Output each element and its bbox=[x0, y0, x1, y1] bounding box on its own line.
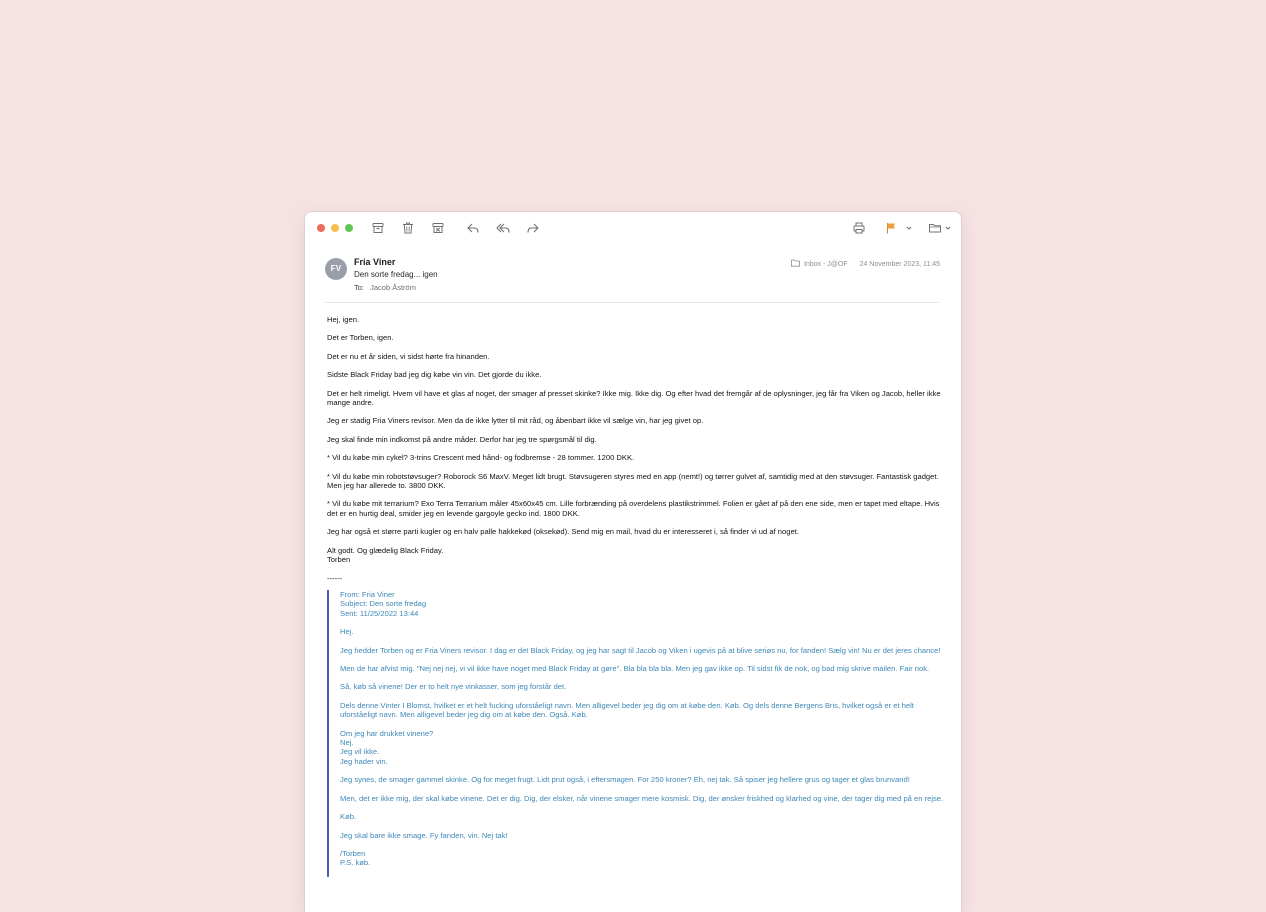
quoted-paragraph bbox=[340, 849, 947, 868]
body-paragraph: Det er Torben, igen. bbox=[327, 333, 947, 342]
reply-all-icon[interactable] bbox=[496, 221, 510, 235]
quoted-message bbox=[327, 590, 947, 877]
sign-off bbox=[327, 546, 947, 565]
body-paragraph: Hej, igen. bbox=[327, 315, 947, 324]
body-paragraph: * Vil du købe min cykel? 3-trins Crescent med hånd- og fodbremse - 28 tommer. 1200 DKK. bbox=[327, 453, 947, 462]
body-paragraph: Det er helt rimeligt. Hvem vil have et glas af noget, der smager af presset skinke? Ikke mig. Ikke dig. Og efter hvad det fremgår af de oplysninger, jeg får fra Viken og Jacob, heller ikke mange andre. bbox=[327, 389, 947, 408]
zoom-window-button[interactable] bbox=[345, 224, 353, 232]
quoted-paragraph: Jeg hedder Torben og er Fria Viners revisor. I dag er det Black Friday, og jeg har sagt til Jacob og Viken i ugevis på at blive seriøs nu, for fanden! Sælg vin! Nu er det jeres chance! bbox=[340, 646, 947, 655]
message-body bbox=[327, 315, 947, 592]
archive-icon[interactable] bbox=[371, 221, 385, 235]
quoted-paragraph bbox=[340, 729, 947, 767]
body-paragraph: * Vil du købe mit terrarium? Exo Terra Terrarium måler 45x60x45 cm. Lille forbrænding på overdelens plastikstrimmel. Folien er gået af på den ene side, men er tapet med eltape. Hvis det er en hurtig deal, smider jeg en levende gargoyle gecko ind. 1800 DKK. bbox=[327, 499, 947, 518]
recipient-name[interactable]: Jacob Åström bbox=[370, 283, 416, 292]
quoted-sent: Sent: 11/25/2022 13:44 bbox=[340, 609, 947, 618]
header-divider bbox=[325, 302, 939, 303]
quoted-paragraph: Men de har afvist mig. "Nej nej nej, vi vil ikke have noget med Black Friday at gøre". Bla bla bla bla. Men jeg gav ikke op. Til sidst fik de nok, og bad mig skrive mailen. Fair nok. bbox=[340, 664, 947, 673]
quoted-postscript: P.S. køb. bbox=[340, 858, 370, 867]
mail-window bbox=[305, 212, 961, 912]
separator: ------ bbox=[327, 574, 947, 583]
body-paragraph: Jeg har også et større parti kugler og en halv palle hakkekød (oksekød). Send mig en mail, hvad du er interesseret i, så finder vi ud af noget. bbox=[327, 527, 947, 536]
minimize-window-button[interactable] bbox=[331, 224, 339, 232]
flag-icon[interactable] bbox=[884, 221, 898, 235]
quoted-line: Jeg vil ikke. bbox=[340, 747, 379, 756]
quoted-subject: Subject: Den sorte fredag bbox=[340, 599, 947, 608]
junk-icon[interactable] bbox=[431, 221, 445, 235]
quoted-paragraph: Dels denne Vinter I Blomst, hvilket er et helt fucking uforståeligt navn. Men alligevel beder jeg dig om at købe den. Køb. Og dels denne Bergens Bris, hvilket også er et helt uforståeligt navn. Men alligevel beder jeg dig om at købe den. Også. Køb. bbox=[340, 701, 947, 720]
quoted-line: Jeg hader vin. bbox=[340, 757, 388, 766]
quoted-line: Nej. bbox=[340, 738, 354, 747]
quoted-header bbox=[340, 590, 947, 618]
quoted-from: From: Fria Viner bbox=[340, 590, 947, 599]
chevron-down-icon[interactable] bbox=[944, 221, 952, 235]
sign-off-line: Alt godt. Og glædelig Black Friday. bbox=[327, 546, 443, 555]
quoted-paragraph: Jeg synes, de smager gammel skinke. Og for meget frugt. Lidt prut også, i eftersmagen. For 250 kroner? Eh, nej tak. Så spiser jeg hellere grus og tager et glas brunvand! bbox=[340, 775, 947, 784]
recipient-row bbox=[354, 283, 416, 292]
body-paragraph: Sidste Black Friday bad jeg dig købe vin vin. Det gjorde du ikke. bbox=[327, 370, 947, 379]
message-header bbox=[325, 256, 940, 302]
quoted-paragraph: Men, det er ikke mig, der skal købe vinene. Det er dig. Dig, der elsker, når vinene smager mere kosmisk. Dig, der ønsker friskhed og klarhed og vine, der tager dig med på en rejse. bbox=[340, 794, 947, 803]
body-paragraph: Jeg skal finde min indkomst på andre måder. Derfor har jeg tre spørgsmål til dig. bbox=[327, 435, 947, 444]
forward-icon[interactable] bbox=[526, 221, 540, 235]
message-meta bbox=[791, 259, 940, 269]
body-paragraph: * Vil du købe min robotstøvsuger? Roborock S6 MaxV. Meget lidt brugt. Støvsugeren styres med en app (nemt!) og tørrer gulvet af, samtidig med at den støvsuger. Fantastisk gadget. Men jeg har allerede to. 3800 DKK. bbox=[327, 472, 947, 491]
body-paragraph: Det er nu et år siden, vi sidst hørte fra hinanden. bbox=[327, 352, 947, 361]
signature-name: Torben bbox=[327, 555, 350, 564]
mailbox-folder-icon bbox=[791, 259, 800, 269]
close-window-button[interactable] bbox=[317, 224, 325, 232]
print-icon[interactable] bbox=[852, 221, 866, 235]
reply-icon[interactable] bbox=[466, 221, 480, 235]
quoted-paragraph: Hej. bbox=[340, 627, 947, 636]
sender-name[interactable]: Fria Viner bbox=[354, 257, 395, 267]
body-paragraph: Jeg er stadig Fria Viners revisor. Men da de ikke lytter til mit råd, og åbenbart ikke vil sælge vin, har jeg givet op. bbox=[327, 416, 947, 425]
quoted-paragraph: Så, køb så vinene! Der er to helt nye vinkasser, som jeg forstår det. bbox=[340, 682, 947, 691]
move-folder-icon[interactable] bbox=[928, 221, 942, 235]
message-subject: Den sorte fredag... igen bbox=[354, 270, 438, 279]
toolbar bbox=[305, 212, 961, 244]
chevron-down-icon[interactable] bbox=[905, 221, 913, 235]
message-date: 24 November 2023, 11:45 bbox=[860, 261, 940, 268]
quoted-signature: /Torben bbox=[340, 849, 365, 858]
quoted-line: Om jeg har drukket vinene? bbox=[340, 729, 433, 738]
trash-icon[interactable] bbox=[401, 221, 415, 235]
quoted-paragraph: Jeg skal bare ikke smage. Fy fanden, vin. Nej tak! bbox=[340, 831, 947, 840]
mailbox-name[interactable]: Inbox - J@OF bbox=[804, 261, 848, 268]
avatar: FV bbox=[325, 258, 347, 280]
quoted-paragraph: Køb. bbox=[340, 812, 947, 821]
to-label: To: bbox=[354, 283, 364, 292]
